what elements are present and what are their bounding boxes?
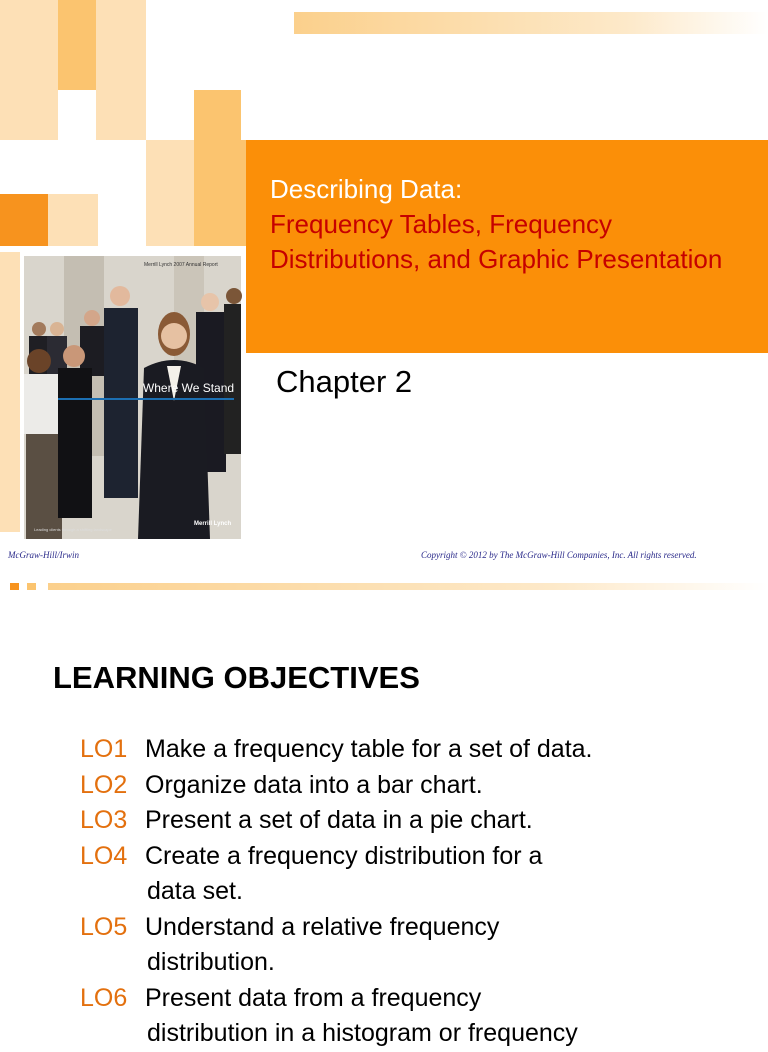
objectives-heading: LEARNING OBJECTIVES — [53, 660, 420, 695]
objective-text: Create a frequency distribution for a — [145, 841, 543, 870]
cover-footer-text: Leading clients through a shifting landscape — [34, 527, 112, 532]
decor-block — [0, 0, 58, 140]
slide-title — [270, 172, 750, 277]
objective-code: LO2 — [80, 770, 128, 799]
list-item-continuation: distribution in a histogram or frequency — [147, 1019, 578, 1047]
objectives-slide — [0, 628, 768, 1047]
list-item-continuation: distribution. — [147, 948, 275, 976]
cover-brand-logo: Merrill Lynch — [194, 521, 232, 527]
list-item — [80, 732, 760, 768]
decor-block — [194, 90, 241, 140]
cover-image — [24, 256, 241, 539]
decor-block — [48, 194, 98, 246]
list-item — [80, 981, 760, 1017]
publisher-footer: McGraw-Hill/Irwin — [8, 550, 79, 560]
objective-text: Present data from a frequency — [145, 983, 482, 1012]
decor-block — [146, 194, 194, 246]
objective-code: LO4 — [80, 841, 128, 870]
list-item — [80, 803, 760, 839]
list-item — [80, 768, 760, 804]
list-item — [80, 839, 760, 875]
objective-text: Organize data into a bar chart. — [145, 770, 483, 799]
decor-side-strip — [0, 252, 20, 532]
list-item — [80, 910, 760, 946]
decor-block — [27, 583, 36, 590]
list-item-continuation: data set. — [147, 877, 243, 905]
objective-code: LO1 — [80, 735, 128, 763]
objective-code: LO6 — [80, 983, 128, 1012]
decor-block — [96, 0, 146, 140]
decor-top-bar — [294, 12, 768, 34]
decor-block — [10, 583, 19, 590]
decor-block — [0, 194, 48, 246]
decor-block — [194, 140, 246, 194]
title-line-1: Describing Data: — [270, 174, 463, 204]
copyright-footer: Copyright © 2012 by The McGraw-Hill Companies, Inc. All rights reserved. — [421, 550, 697, 560]
chapter-label: Chapter 2 — [276, 364, 413, 399]
slide-gap — [0, 590, 768, 628]
cover-caption: Where We Stand — [142, 381, 235, 395]
objective-code: LO5 — [80, 912, 128, 941]
objective-text: Present a set of data in a pie chart. — [145, 806, 533, 834]
title-subtitle: Frequency Tables, Frequency Distributions, and Graphic Presentation — [270, 209, 723, 274]
cover-rule — [58, 398, 234, 400]
decor-block — [58, 0, 96, 90]
decor-block — [146, 140, 194, 194]
decor-block — [194, 194, 246, 246]
objective-text: Understand a relative frequency — [145, 912, 500, 941]
objectives-list — [80, 732, 760, 1052]
objective-text: Make a frequency table for a set of data. — [145, 735, 593, 763]
cover-header-text: Merrill Lynch 2007 Annual Report — [144, 262, 218, 268]
objective-code: LO3 — [80, 806, 128, 834]
decor-bottom-bar — [48, 583, 768, 590]
